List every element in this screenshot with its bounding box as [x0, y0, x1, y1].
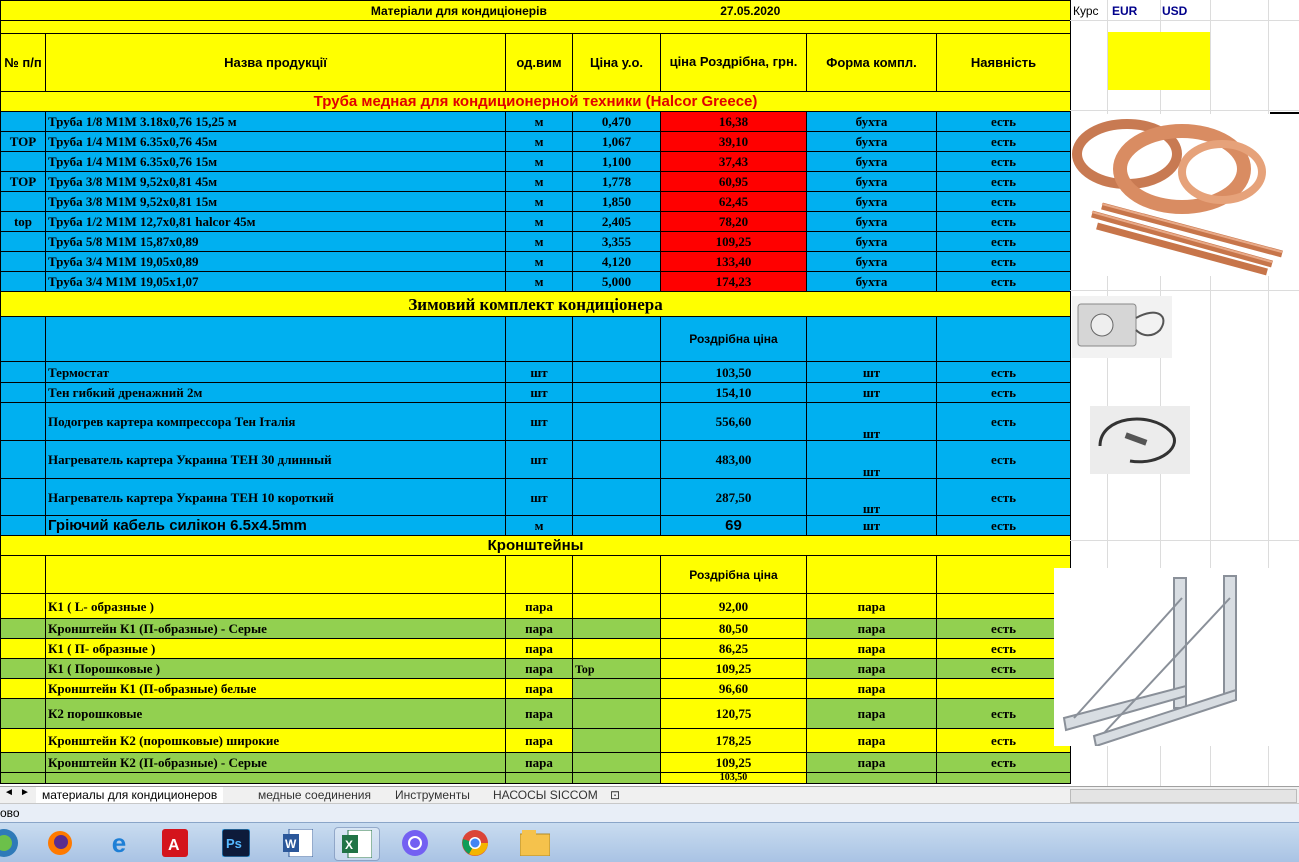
status-text: ово — [0, 806, 20, 820]
pipe-usd-price[interactable]: 3,355 — [573, 232, 661, 252]
tab-materials[interactable]: материалы для кондиционеров — [36, 787, 223, 805]
bracket-name[interactable]: К1 ( Порошковые ) — [46, 659, 506, 679]
pipe-availability[interactable]: есть — [937, 212, 1071, 232]
winter-unit[interactable]: шт — [506, 403, 573, 441]
pipe-unit[interactable]: м — [506, 112, 573, 132]
tab-nav-next-icon[interactable]: ► — [20, 787, 30, 798]
pipe-unit[interactable]: м — [506, 132, 573, 152]
pipe-unit[interactable]: м — [506, 192, 573, 212]
winter-usd[interactable] — [573, 441, 661, 479]
section-pipes-title[interactable]: Труба медная для кондиционерной техники (Halcor Greece) — [1, 92, 1071, 112]
pipe-name[interactable]: Труба 1/2 M1M 12,7x0,81 halcor 45м — [46, 212, 506, 232]
bracket-name[interactable]: Кронштейн К1 (П-образные) белые — [46, 679, 506, 699]
pipe-availability[interactable]: есть — [937, 192, 1071, 212]
pipe-name[interactable]: Труба 1/4 M1M 6.35x0,76 15м — [46, 152, 506, 172]
bracket-name[interactable]: К1 ( L- образные ) — [46, 594, 506, 619]
winter-table — [1, 362, 1071, 536]
bracket-form[interactable]: пара — [807, 639, 937, 659]
winter-usd[interactable] — [573, 383, 661, 403]
winter-retail-price[interactable]: 556,60 — [661, 403, 807, 441]
bracket-form[interactable]: пара — [807, 729, 937, 753]
sheet-tab-bar — [0, 786, 1299, 804]
bracket-retail-price[interactable]: 96,60 — [661, 679, 807, 699]
bracket-name[interactable]: Кронштейн К1 (П-образные) - Серые — [46, 619, 506, 639]
pipe-name[interactable]: Труба 1/8 M1M 3.18x0,76 15,25 м — [46, 112, 506, 132]
excel-icon[interactable] — [334, 827, 380, 861]
bracket-retail-price[interactable]: 178,25 — [661, 729, 807, 753]
tab-pumps[interactable]: НАСОСЫ SICCOM — [493, 788, 598, 802]
pipe-retail-price[interactable]: 39,10 — [661, 132, 807, 152]
pipe-usd-price[interactable]: 1,100 — [573, 152, 661, 172]
pipe-availability[interactable]: есть — [937, 112, 1071, 132]
pipe-name[interactable]: Труба 1/4 M1M 6.35x0,76 45м — [46, 132, 506, 152]
winter-num[interactable] — [1, 383, 46, 403]
bracket-unit[interactable]: пара — [506, 699, 573, 729]
bracket-extra[interactable]: Top — [573, 659, 661, 679]
winter-name[interactable]: Нагреватель картера Украина ТЕН 10 короткий — [46, 479, 506, 516]
winter-row — [1, 403, 1071, 441]
tab-copper-fittings[interactable]: медные соединения — [258, 788, 371, 802]
bracket-retail-price[interactable]: 109,25 — [661, 753, 807, 773]
word-icon[interactable] — [276, 827, 320, 859]
windows-taskbar — [0, 822, 1299, 862]
header-name[interactable]: Назва продукції — [46, 34, 506, 92]
pipe-num[interactable]: top — [1, 212, 46, 232]
bracket-unit[interactable]: пара — [506, 594, 573, 619]
winter-unit[interactable]: м — [506, 516, 573, 536]
horizontal-scrollbar[interactable] — [1070, 789, 1297, 803]
winter-availability[interactable]: есть — [937, 362, 1071, 383]
bracket-unit[interactable]: пара — [506, 753, 573, 773]
winter-unit[interactable]: шт — [506, 383, 573, 403]
bracket-unit[interactable]: пара — [506, 639, 573, 659]
winter-name[interactable]: Термостат — [46, 362, 506, 383]
bracket-row — [1, 659, 1071, 679]
rate-input-cell[interactable] — [1108, 32, 1210, 90]
rate-usd: USD — [1162, 4, 1188, 18]
winter-num[interactable] — [1, 479, 46, 516]
pipe-unit[interactable]: м — [506, 232, 573, 252]
pipe-form[interactable]: бухта — [807, 272, 937, 292]
pipe-usd-price[interactable]: 1,850 — [573, 192, 661, 212]
pipe-unit[interactable]: м — [506, 152, 573, 172]
pipe-availability[interactable]: есть — [937, 232, 1071, 252]
pipe-usd-price[interactable]: 2,405 — [573, 212, 661, 232]
winter-num[interactable] — [1, 516, 46, 536]
acrobat-icon[interactable] — [153, 827, 197, 859]
bracket-row — [1, 594, 1071, 619]
winter-unit[interactable]: шт — [506, 441, 573, 479]
winter-retail-label[interactable]: Роздрібна ціна — [661, 317, 807, 362]
bracket-name[interactable]: Кронштейн К2 (П-образные) - Серые — [46, 753, 506, 773]
pipe-form[interactable]: бухта — [807, 232, 937, 252]
winter-num[interactable] — [1, 403, 46, 441]
bracket-availability[interactable] — [937, 679, 1071, 699]
pipe-row — [1, 192, 1071, 212]
copper-pipe-image[interactable] — [1072, 114, 1290, 276]
bracket-num[interactable] — [1, 753, 46, 773]
bracket-retail-price[interactable]: 80,50 — [661, 619, 807, 639]
bracket-num[interactable] — [1, 729, 46, 753]
pipe-num[interactable] — [1, 272, 46, 292]
winter-name[interactable]: Тен гибкий дренажний 2м — [46, 383, 506, 403]
pipe-num[interactable] — [1, 192, 46, 212]
bracket-row — [1, 729, 1071, 753]
pipe-row — [1, 112, 1071, 132]
start-icon[interactable] — [0, 827, 22, 859]
rate-label: Курс — [1073, 4, 1099, 18]
header-row — [1, 34, 1071, 92]
sheet-date: 27.05.2020 — [720, 3, 781, 18]
bracket-retail-price[interactable]: 120,75 — [661, 699, 807, 729]
header-usd[interactable]: Ціна у.о. — [573, 34, 661, 92]
winter-name[interactable]: Нагреватель картера Украина ТЕН 30 длинный — [46, 441, 506, 479]
bracket-unit[interactable]: пара — [506, 659, 573, 679]
winter-form[interactable]: шт — [807, 403, 937, 441]
bracket-row — [1, 699, 1071, 729]
pipe-form[interactable]: бухта — [807, 152, 937, 172]
svg-text:X: X — [345, 838, 354, 852]
winter-availability[interactable]: есть — [937, 403, 1071, 441]
header-num[interactable]: № п/п — [1, 34, 46, 92]
bracket-name[interactable]: К2 порошковые — [46, 699, 506, 729]
firefox-icon[interactable] — [38, 827, 82, 859]
section-brackets-title[interactable]: Кронштейны — [1, 536, 1071, 556]
winter-form[interactable]: шт — [807, 441, 937, 479]
svg-text:W: W — [285, 837, 297, 851]
pipe-num[interactable] — [1, 252, 46, 272]
bracket-extra[interactable] — [573, 699, 661, 729]
pipes-table — [1, 112, 1071, 292]
winter-row — [1, 362, 1071, 383]
pipe-usd-price[interactable]: 1,778 — [573, 172, 661, 192]
bracket-name[interactable]: К1 ( П- образные ) — [46, 639, 506, 659]
brackets-table — [1, 594, 1071, 773]
section-winter-title[interactable]: Зимовий комплект кондиціонера — [1, 292, 1071, 317]
pipe-availability[interactable]: есть — [937, 132, 1071, 152]
pipe-row — [1, 172, 1071, 192]
winter-form[interactable]: шт — [807, 383, 937, 403]
pipe-availability[interactable]: есть — [937, 252, 1071, 272]
bracket-row — [1, 679, 1071, 699]
winter-row — [1, 441, 1071, 479]
bracket-availability[interactable] — [937, 594, 1071, 619]
bracket-retail-price[interactable]: 92,00 — [661, 594, 807, 619]
pipe-form[interactable]: бухта — [807, 252, 937, 272]
winter-name[interactable]: Гріючий кабель силікон 6.5x4.5mm — [46, 516, 506, 536]
internet-explorer-icon[interactable]: e — [111, 827, 127, 858]
bracket-form[interactable]: пара — [807, 594, 937, 619]
file-explorer-icon[interactable] — [513, 827, 557, 859]
bracket-name[interactable]: Кронштейн К2 (порошковые) широкие — [46, 729, 506, 753]
pipe-name[interactable]: Труба 3/8 M1M 9,52x0,81 45м — [46, 172, 506, 192]
pipe-row — [1, 252, 1071, 272]
bracket-availability[interactable]: есть — [937, 729, 1071, 753]
bracket-availability[interactable]: есть — [937, 619, 1071, 639]
header-avail[interactable]: Наявність — [937, 34, 1071, 92]
pipe-retail-price[interactable]: 60,95 — [661, 172, 807, 192]
header-retail[interactable]: ціна Роздрібна, грн. — [661, 34, 807, 92]
bracket-num[interactable] — [1, 699, 46, 729]
bracket-unit[interactable]: пара — [506, 729, 573, 753]
winter-row — [1, 383, 1071, 403]
bracket-extra[interactable] — [573, 753, 661, 773]
pipe-form[interactable]: бухта — [807, 212, 937, 232]
pipe-name[interactable]: Труба 5/8 M1M 15,87x0,89 — [46, 232, 506, 252]
winter-usd[interactable] — [573, 479, 661, 516]
bracket-extra[interactable] — [573, 619, 661, 639]
pipe-row — [1, 232, 1071, 252]
bracket-form[interactable]: пара — [807, 659, 937, 679]
winter-availability[interactable]: есть — [937, 516, 1071, 536]
bracket-num[interactable] — [1, 679, 46, 699]
pipe-availability[interactable]: есть — [937, 152, 1071, 172]
bracket-row — [1, 639, 1071, 659]
heater-cable-image[interactable] — [1090, 406, 1190, 474]
tab-nav-first-icon[interactable]: ◄ — [4, 787, 14, 798]
bracket-extra[interactable] — [573, 729, 661, 753]
pipe-form[interactable]: бухта — [807, 192, 937, 212]
pipe-unit[interactable]: м — [506, 272, 573, 292]
winter-usd[interactable] — [573, 362, 661, 383]
pipe-retail-price[interactable]: 16,38 — [661, 112, 807, 132]
pipe-num[interactable]: TOP — [1, 132, 46, 152]
bracket-availability[interactable]: есть — [937, 753, 1071, 773]
winter-row — [1, 516, 1071, 536]
pipe-retail-price[interactable]: 37,43 — [661, 152, 807, 172]
pipe-retail-price[interactable]: 78,20 — [661, 212, 807, 232]
pipe-row — [1, 272, 1071, 292]
sheet-title: Матеріали для кондиціонерів — [370, 3, 547, 18]
winter-retail-price[interactable]: 103,50 — [661, 362, 807, 383]
bracket-retail-price[interactable]: 109,25 — [661, 659, 807, 679]
winter-row — [1, 479, 1071, 516]
winter-retail-price[interactable]: 483,00 — [661, 441, 807, 479]
photoshop-icon[interactable] — [214, 827, 258, 859]
bracket-extra[interactable] — [573, 639, 661, 659]
bracket-num[interactable] — [1, 594, 46, 619]
winter-num[interactable] — [1, 362, 46, 383]
pipe-unit[interactable]: м — [506, 212, 573, 232]
pipe-usd-price[interactable]: 1,067 — [573, 132, 661, 152]
pipe-retail-price[interactable]: 174,23 — [661, 272, 807, 292]
svg-text:Ps: Ps — [226, 836, 242, 851]
bracket-num[interactable] — [1, 619, 46, 639]
bracket-row — [1, 753, 1071, 773]
svg-text:A: A — [168, 837, 180, 854]
bracket-unit[interactable]: пара — [506, 619, 573, 639]
winter-availability[interactable]: есть — [937, 479, 1071, 516]
bracket-form[interactable]: пара — [807, 699, 937, 729]
pipe-form[interactable]: бухта — [807, 132, 937, 152]
bracket-form[interactable]: пара — [807, 679, 937, 699]
bracket-extra[interactable] — [573, 594, 661, 619]
pipe-row — [1, 152, 1071, 172]
spacer-row[interactable] — [1, 21, 1071, 34]
rate-eur: EUR — [1112, 4, 1138, 18]
tab-tools[interactable]: Инструменты — [395, 788, 470, 802]
pipe-num[interactable] — [1, 112, 46, 132]
pipe-form[interactable]: бухта — [807, 172, 937, 192]
winter-retail-price[interactable]: 287,50 — [661, 479, 807, 516]
winter-unit[interactable]: шт — [506, 362, 573, 383]
bracket-unit[interactable]: пара — [506, 679, 573, 699]
winter-usd[interactable] — [573, 516, 661, 536]
pipe-unit[interactable]: м — [506, 172, 573, 192]
pipe-usd-price[interactable]: 4,120 — [573, 252, 661, 272]
header-form[interactable]: Форма компл. — [807, 34, 937, 92]
bracket-form[interactable]: пара — [807, 753, 937, 773]
pipe-unit[interactable]: м — [506, 252, 573, 272]
status-bar — [0, 803, 1299, 823]
pipe-availability[interactable]: есть — [937, 172, 1071, 192]
pipe-name[interactable]: Труба 3/4 M1M 19,05x0,89 — [46, 252, 506, 272]
pipe-availability[interactable]: есть — [937, 272, 1071, 292]
bracket-num[interactable] — [1, 659, 46, 679]
bracket-availability[interactable]: есть — [937, 639, 1071, 659]
winter-unit[interactable]: шт — [506, 479, 573, 516]
pipe-retail-price[interactable]: 133,40 — [661, 252, 807, 272]
pipe-form[interactable]: бухта — [807, 112, 937, 132]
pipe-usd-price[interactable]: 0,470 — [573, 112, 661, 132]
partial-price[interactable]: 103,50 — [661, 773, 807, 784]
winter-form[interactable]: шт — [807, 362, 937, 383]
winter-num[interactable] — [1, 441, 46, 479]
winter-availability[interactable]: есть — [937, 383, 1071, 403]
winter-form[interactable]: шт — [807, 479, 937, 516]
bracket-extra[interactable] — [573, 679, 661, 699]
pipe-usd-price[interactable]: 5,000 — [573, 272, 661, 292]
winter-retail-price[interactable]: 69 — [661, 516, 807, 536]
bracket-availability[interactable]: есть — [937, 659, 1071, 679]
winter-availability[interactable]: есть — [937, 441, 1071, 479]
header-unit[interactable]: од.вим — [506, 34, 573, 92]
winter-name[interactable]: Подогрев картера компрессора Тен Італія — [46, 403, 506, 441]
pipe-num[interactable]: TOP — [1, 172, 46, 192]
pipe-retail-price[interactable]: 62,45 — [661, 192, 807, 212]
pipe-row — [1, 212, 1071, 232]
brackets-retail-label[interactable]: Роздрібна ціна — [661, 556, 807, 594]
pipe-row — [1, 132, 1071, 152]
pipe-name[interactable]: Труба 3/4 M1M 19,05x1,07 — [46, 272, 506, 292]
pipe-retail-price[interactable]: 109,25 — [661, 232, 807, 252]
pipe-num[interactable] — [1, 232, 46, 252]
thermostat-image[interactable] — [1072, 296, 1172, 358]
winter-usd[interactable] — [573, 403, 661, 441]
winter-form[interactable]: шт — [807, 516, 937, 536]
bracket-availability[interactable]: есть — [937, 699, 1071, 729]
bracket-num[interactable] — [1, 639, 46, 659]
brackets-image[interactable] — [1054, 568, 1280, 746]
winter-retail-price[interactable]: 154,10 — [661, 383, 807, 403]
bracket-row — [1, 619, 1071, 639]
bracket-form[interactable]: пара — [807, 619, 937, 639]
chrome-icon[interactable] — [453, 827, 497, 859]
pipe-name[interactable]: Труба 3/8 M1M 9,52x0,81 15м — [46, 192, 506, 212]
bracket-retail-price[interactable]: 86,25 — [661, 639, 807, 659]
new-sheet-icon[interactable]: ⊡ — [610, 788, 621, 802]
viber-icon[interactable] — [393, 827, 437, 859]
pipe-num[interactable] — [1, 152, 46, 172]
